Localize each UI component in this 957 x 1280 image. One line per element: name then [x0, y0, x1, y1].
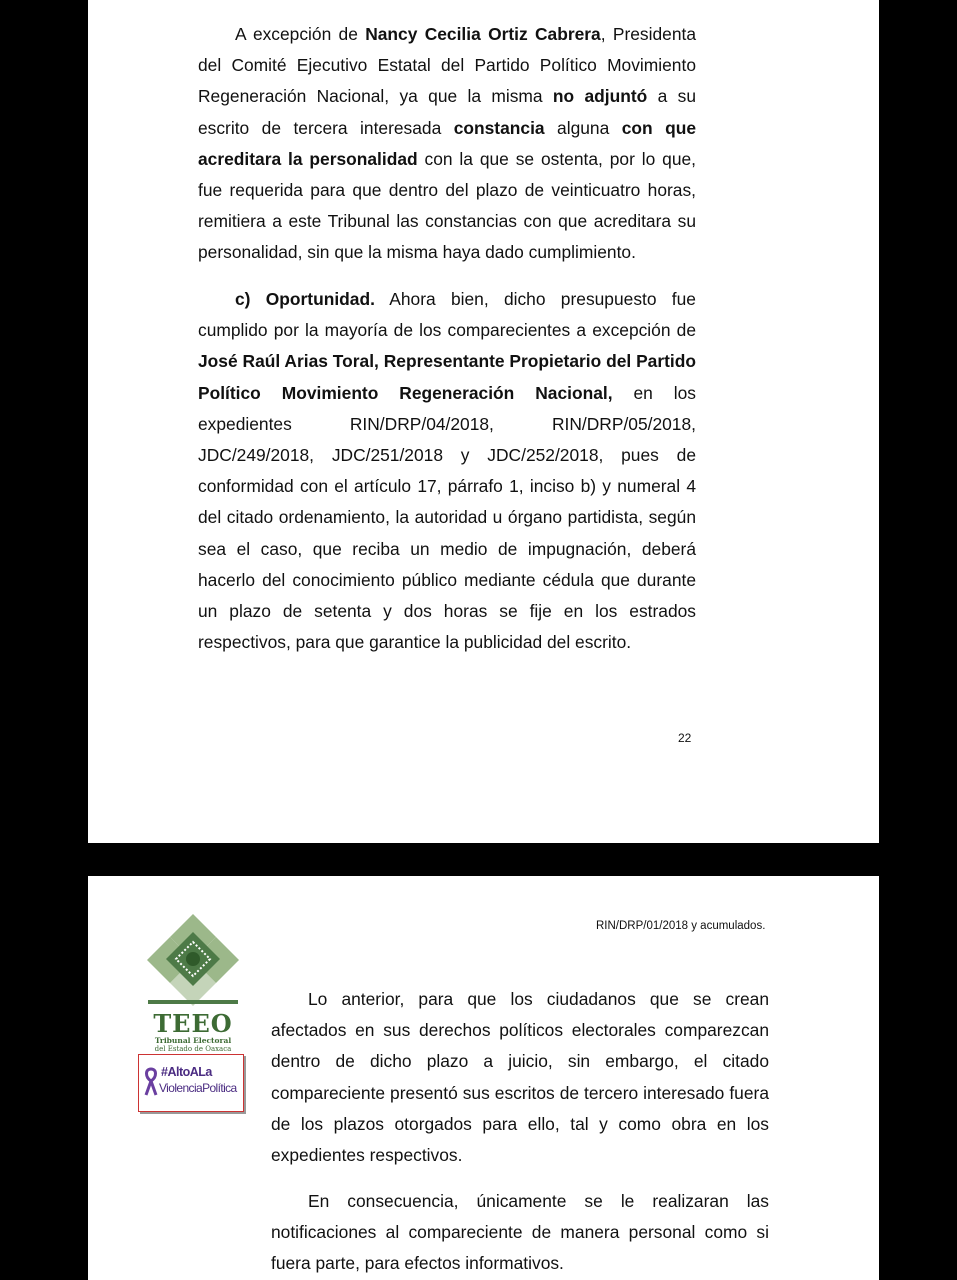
logo-subtitle-2: del Estado de Oaxaca [154, 1045, 232, 1053]
text-run: Lo anterior, para que los ciudadanos que se crean afectados en sus derechos políticos electorales comparezcan dentro de dicho plazo a juicio, sin embargo, el citado compareciente presentó sus escritos de tercero interesado fuera de los plazos otorgados para ello, tal y como obra en los expedientes respectivos. [271, 989, 769, 1166]
page-number: 22 [678, 731, 692, 745]
bold-text: Nancy Cecilia Ortiz Cabrera [365, 24, 601, 44]
text-run: , Presidenta del Comité Ejecutivo Estatal del Partido Político Movimiento Regeneración Nacional, ya que la misma [198, 24, 696, 107]
text-run: alguna [544, 117, 622, 138]
paragraph-excepcion [198, 19, 696, 269]
running-header: RIN/DRP/01/2018 y acumulados. [596, 920, 766, 932]
bold-text: c) Oportunidad. [235, 289, 375, 309]
bold-text: constancia [453, 117, 545, 138]
ribbon-icon [143, 1067, 159, 1097]
hashtag-text-2: ViolenciaPolítica [159, 1081, 237, 1095]
text-run: En consecuencia, únicamente se le realizaran las notificaciones al compareciente de manera personal como si fuera parte, para efectos informativos. [271, 1191, 769, 1274]
text-run: en los expedientes RIN/DRP/04/2018, RIN/DRP/05/2018, JDC/249/2018, JDC/251/2018 y JDC/252/2018, pues de conformidad con el artículo 17, párrafo 1, inciso b) y numeral 4 del citado ordenamiento, la autoridad u órgano partidista, según sea el caso, que reciba un medio de impugnación, deberá hacerlo del conocimiento público mediante cédula que durante un plazo de setenta y dos horas se fije en los estrados respectivos, para que garantice la publicidad del escrito. [198, 382, 696, 653]
document-page-23 [88, 876, 879, 1280]
text-run: Ahora bien, dicho presupuesto fue cumplido por la mayoría de los comparecientes a excepción de [198, 289, 696, 341]
paragraph-oportunidad [198, 284, 696, 658]
text-run: a su escrito de tercera interesada [198, 86, 697, 138]
paragraph-lo-anterior [271, 984, 769, 1171]
bold-text: no adjuntó [552, 86, 648, 107]
text-run: con la que se ostenta, por lo que, fue requerida para que dentro del plazo de veinticuatro horas, remitiera a este Tribunal las constancias con que acreditara su personalidad, sin que la misma haya dado cumplimiento. [198, 148, 696, 263]
hashtag-badge [138, 1054, 244, 1112]
bold-text: con que acreditara la personalidad [198, 117, 697, 169]
paragraph-consecuencia [271, 1186, 769, 1280]
hashtag-text: #AltoALa [161, 1065, 212, 1079]
logo-subtitle: Tribunal Electoral [154, 1036, 232, 1045]
text-run: A excepción de [235, 24, 366, 44]
logo-wordmark: TEEO [153, 1009, 233, 1038]
teeo-emblem-icon [138, 914, 248, 1009]
document-page-22 [88, 0, 879, 843]
bold-text: José Raúl Arias Toral, Representante Propietario del Partido Político Movimiento Regeneración Nacional, [198, 351, 696, 403]
